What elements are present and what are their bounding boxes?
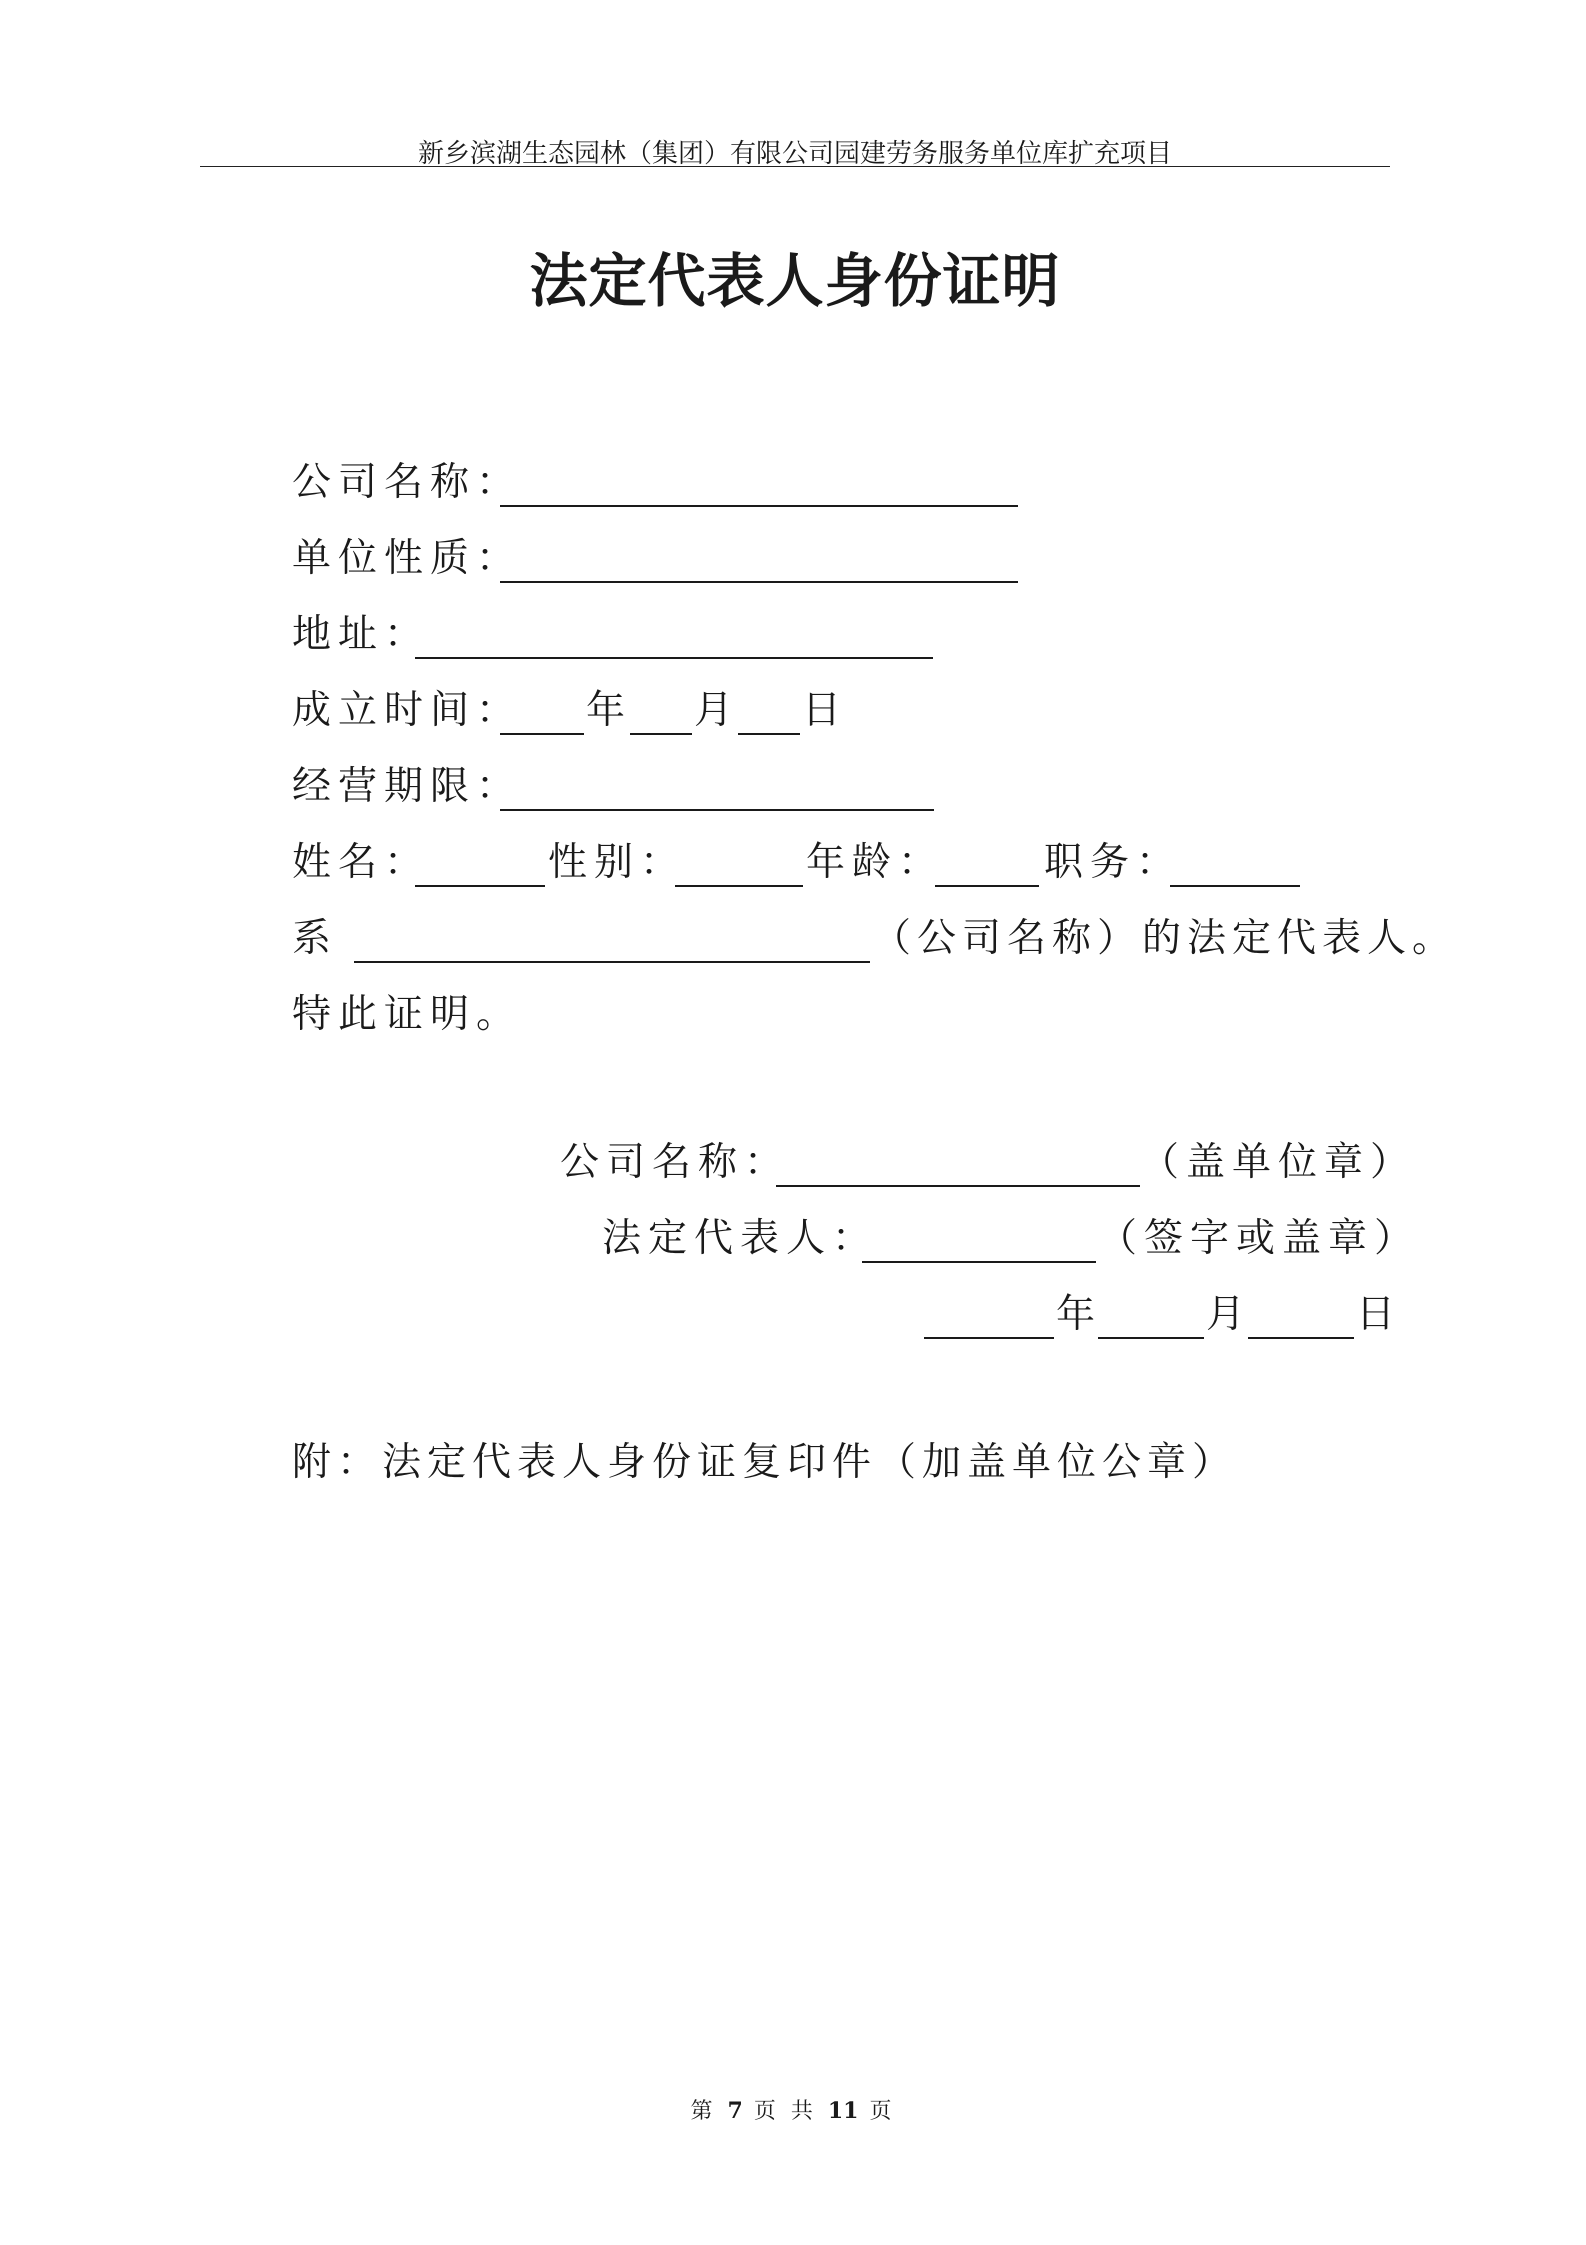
position-label: 职务： xyxy=(1044,840,1183,885)
age-field[interactable] xyxy=(935,885,1039,887)
signature-day-unit: 日 xyxy=(1356,1292,1403,1337)
header-divider xyxy=(200,166,1390,167)
company-name-field[interactable] xyxy=(500,505,1018,507)
signature-company-field[interactable] xyxy=(776,1185,1140,1187)
established-day-field[interactable] xyxy=(738,733,800,735)
gender-label: 性别： xyxy=(548,840,687,885)
address-field[interactable] xyxy=(415,657,933,659)
position-field[interactable] xyxy=(1170,885,1300,887)
signature-year-field[interactable] xyxy=(924,1337,1054,1339)
established-day-unit: 日 xyxy=(802,688,849,733)
page-mid: 页 共 xyxy=(753,2099,817,2124)
unit-nature-label: 单位性质： xyxy=(292,536,523,581)
signature-month-field[interactable] xyxy=(1098,1337,1204,1339)
signature-rep-label: 法定代表人： xyxy=(602,1216,879,1261)
established-year-field[interactable] xyxy=(500,733,584,735)
signature-rep-note: （签字或盖章） xyxy=(1098,1216,1421,1261)
established-label: 成立时间： xyxy=(292,688,523,733)
signature-company-label: 公司名称： xyxy=(560,1140,791,1185)
page-total: 11 xyxy=(827,2098,859,2124)
page-title: 法定代表人身份证明 xyxy=(529,247,1061,315)
page-number: 7 xyxy=(727,2098,743,2124)
is-prefix: 系 xyxy=(292,916,339,961)
signature-rep-field[interactable] xyxy=(862,1261,1096,1263)
certify-text: 特此证明。 xyxy=(292,992,523,1037)
representative-company-field[interactable] xyxy=(354,961,870,963)
address-label: 地址： xyxy=(292,612,431,657)
signature-month-unit: 月 xyxy=(1206,1292,1253,1337)
name-label: 姓名： xyxy=(292,840,431,885)
established-year-unit: 年 xyxy=(586,688,633,733)
attachment-note: 附：法定代表人身份证复印件（加盖单位公章） xyxy=(292,1440,1238,1485)
running-header: 新乡滨湖生态园林（集团）有限公司园建劳务服务单位库扩充项目 xyxy=(417,139,1172,169)
signature-day-field[interactable] xyxy=(1248,1337,1354,1339)
signature-company-note: （盖单位章） xyxy=(1140,1140,1417,1185)
name-field[interactable] xyxy=(415,885,545,887)
page-prefix: 第 xyxy=(690,2099,717,2124)
signature-year-unit: 年 xyxy=(1056,1292,1103,1337)
operating-term-label: 经营期限： xyxy=(292,764,523,809)
unit-nature-field[interactable] xyxy=(500,581,1018,583)
is-suffix: （公司名称）的法定代表人。 xyxy=(872,916,1458,961)
established-month-unit: 月 xyxy=(694,688,741,733)
page-suffix: 页 xyxy=(869,2099,896,2124)
age-label: 年龄： xyxy=(806,840,945,885)
page-footer xyxy=(0,2094,1586,2125)
established-month-field[interactable] xyxy=(630,733,692,735)
gender-field[interactable] xyxy=(675,885,803,887)
operating-term-field[interactable] xyxy=(500,809,934,811)
company-name-label: 公司名称： xyxy=(292,460,523,505)
